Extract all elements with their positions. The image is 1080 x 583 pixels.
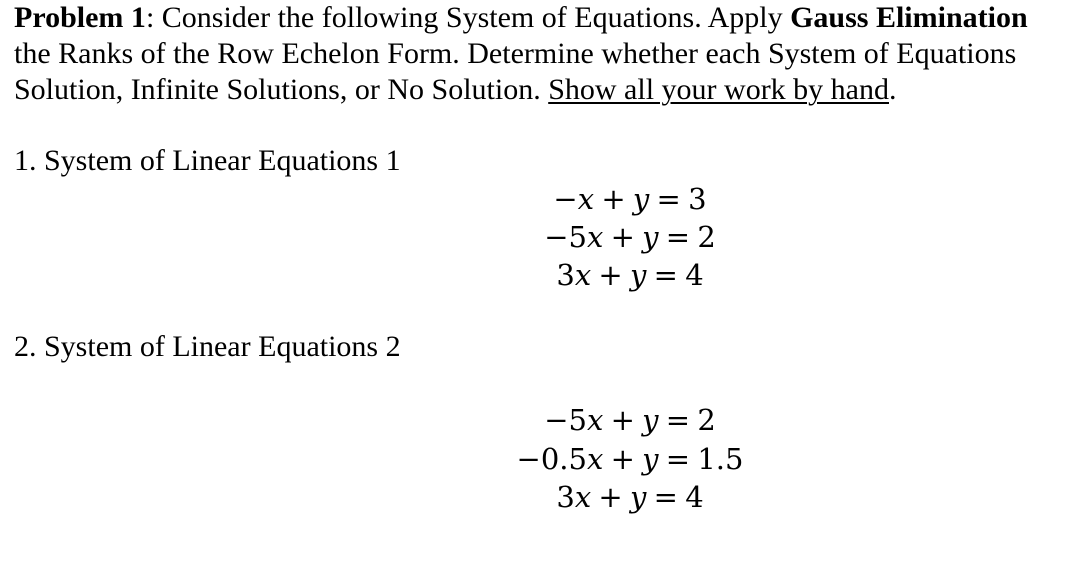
coefficient: 3 <box>556 480 575 514</box>
system-2-equation-3 <box>430 478 830 517</box>
constant: 4 <box>685 480 704 514</box>
variable-y: y <box>642 403 659 437</box>
operator: + <box>610 442 635 476</box>
coefficient: −5 <box>544 220 587 254</box>
problem-period: . <box>889 73 897 106</box>
constant: 2 <box>697 403 716 437</box>
system-1-equation-3 <box>430 256 830 295</box>
coefficient: 3 <box>556 258 575 292</box>
problem-text-3: Solution, Infinite Solutions, or No Solution. <box>14 73 549 106</box>
coefficient: −0.5 <box>516 442 587 476</box>
variable-y: y <box>642 220 659 254</box>
equals-sign: = <box>665 442 691 476</box>
variable-x: x <box>586 220 604 254</box>
problem-line-3 <box>14 72 1080 108</box>
equals-sign: = <box>656 182 681 216</box>
system-2-equation-1 <box>430 401 830 440</box>
problem-statement <box>14 0 1080 108</box>
operator: + <box>610 403 635 437</box>
constant: 2 <box>697 220 716 254</box>
constant: 3 <box>688 182 707 216</box>
equals-sign: = <box>665 220 691 254</box>
problem-line-2: the Ranks of the Row Echelon Form. Determine whether each System of Equations <box>14 37 1017 70</box>
variable-x: x <box>577 182 595 216</box>
variable-y: y <box>642 442 659 476</box>
equals-sign: = <box>653 258 678 292</box>
coefficient: − <box>553 182 578 216</box>
method-name: Gauss Elimination <box>790 1 1028 34</box>
system-2-equation-2 <box>430 440 830 479</box>
problem-text-1: : Consider the following System of Equations. Apply <box>145 1 791 34</box>
system-2-heading: 2. System of Linear Equations 2 <box>14 330 401 363</box>
operator: + <box>610 220 635 254</box>
operator: + <box>598 258 623 292</box>
equals-sign: = <box>653 480 678 514</box>
system-1-heading: 1. System of Linear Equations 1 <box>14 144 401 177</box>
system-1-equation-1 <box>430 180 830 219</box>
operator: + <box>601 182 626 216</box>
problem-label: Problem 1 <box>14 1 146 34</box>
work-instruction: Show all your work by hand <box>548 73 889 106</box>
system-1-equation-2 <box>430 218 830 257</box>
variable-y: y <box>629 480 647 514</box>
variable-x: x <box>574 258 592 292</box>
operator: + <box>598 480 623 514</box>
variable-x: x <box>574 480 592 514</box>
constant: 4 <box>685 258 704 292</box>
variable-y: y <box>629 258 647 292</box>
coefficient: −5 <box>544 403 587 437</box>
problem-line-1 <box>14 0 1080 36</box>
constant: 1.5 <box>697 442 744 476</box>
variable-x: x <box>586 442 604 476</box>
variable-y: y <box>632 182 650 216</box>
variable-x: x <box>586 403 604 437</box>
equals-sign: = <box>665 403 691 437</box>
